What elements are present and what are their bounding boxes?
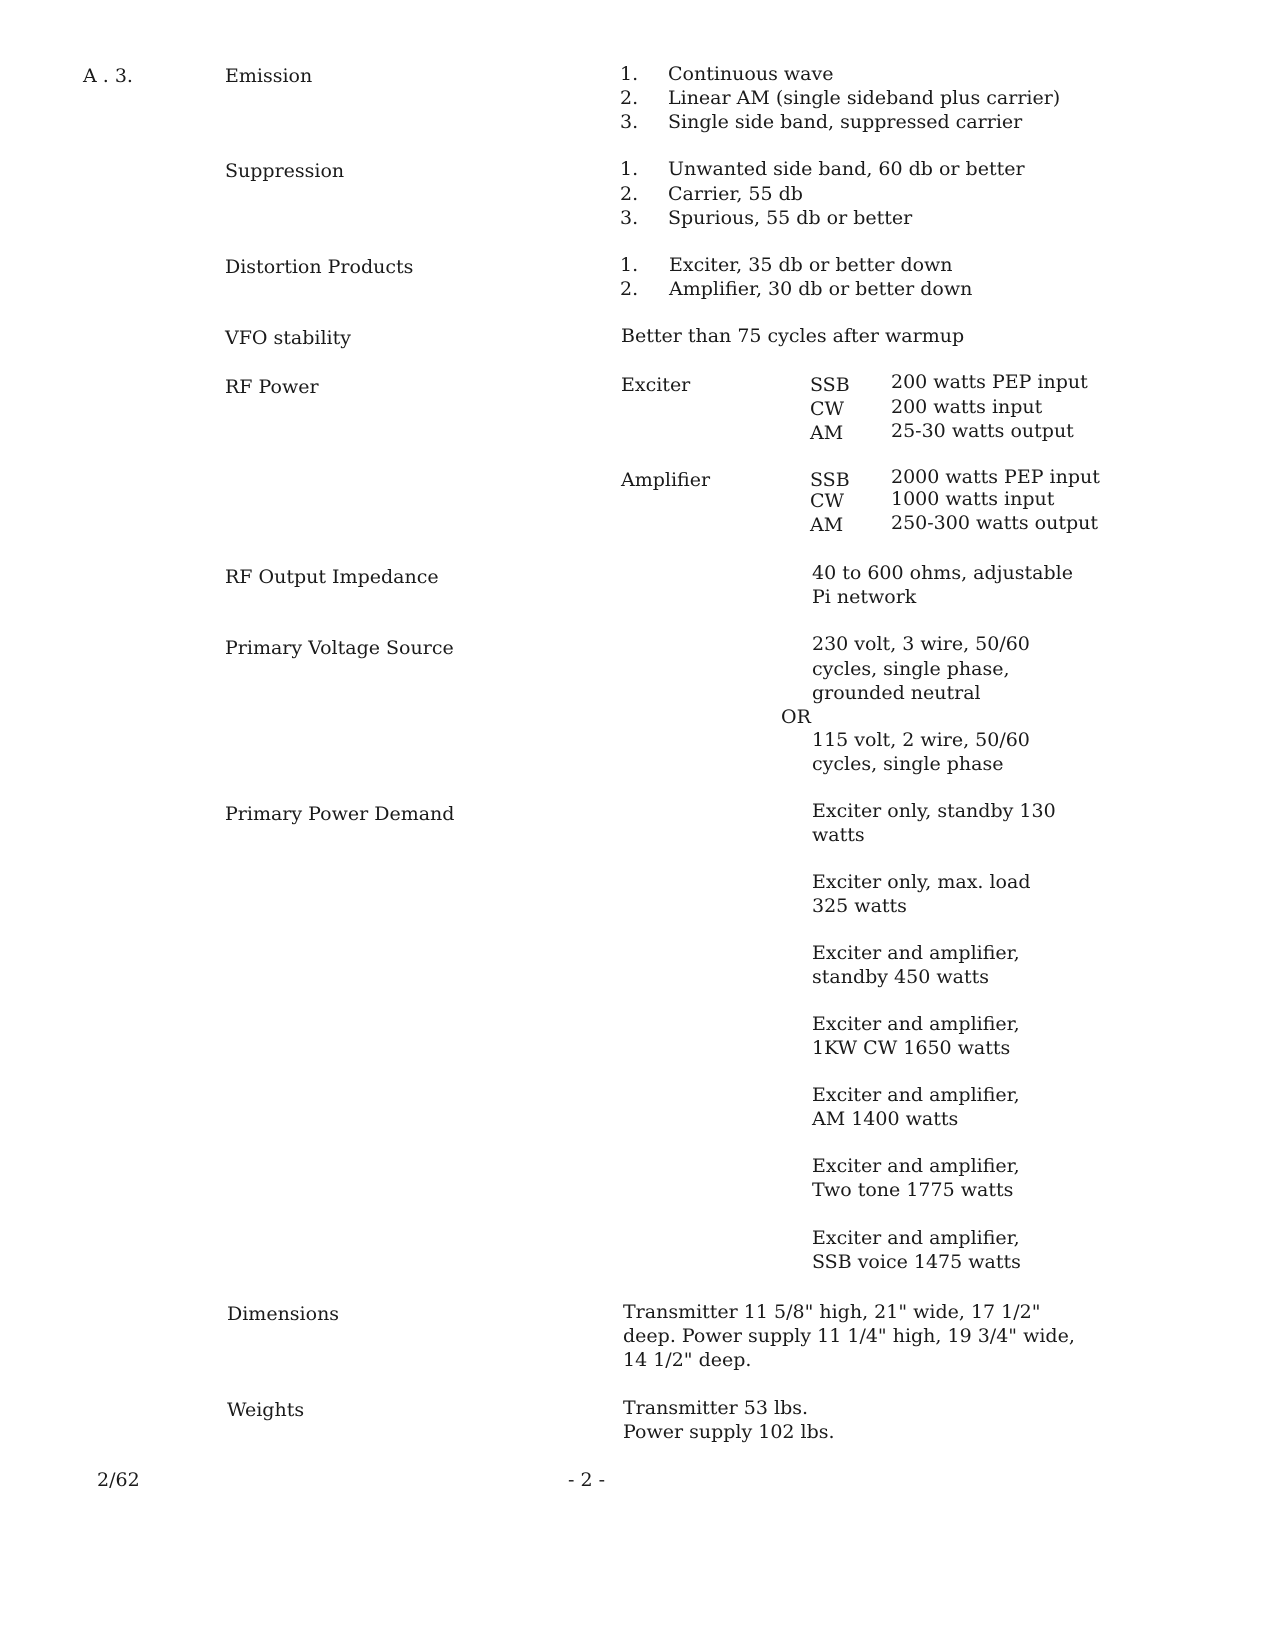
voltage-line: 230 volt, 3 wire, 50/60 [812,633,1030,655]
impedance-line: 40 to 600 ohms, adjustable [812,562,1073,584]
mode: AM [810,514,844,536]
power-value: 200 watts input [891,396,1043,418]
list-number: 3. [620,111,639,133]
power-value: 1000 watts input [891,488,1055,510]
demand-line: 325 watts [812,895,907,917]
demand-line: Exciter and amplifier, [812,1013,1020,1035]
power-value: 250-300 watts output [891,512,1098,534]
distortion-label: Distortion Products [225,256,414,278]
mode: SSB [810,469,850,491]
page-number: - 2 - [568,1469,606,1491]
voltage-line: grounded neutral [812,682,981,704]
list-item: Amplifier, 30 db or better down [669,278,973,300]
list-item: Exciter, 35 db or better down [669,254,953,276]
suppression-label: Suppression [225,160,345,182]
demand-line: SSB voice 1475 watts [812,1251,1021,1273]
list-number: 2. [620,183,639,205]
list-item: Linear AM (single sideband plus carrier) [668,87,1061,109]
list-item: Carrier, 55 db [668,183,803,205]
power-demand-label: Primary Power Demand [225,803,455,825]
list-number: 2. [620,278,639,300]
demand-line: watts [812,824,865,846]
exciter-label: Exciter [621,374,691,396]
power-value: 25-30 watts output [891,420,1074,442]
voltage-label: Primary Voltage Source [225,637,454,659]
power-value: 200 watts PEP input [891,371,1088,393]
rf-power-label: RF Power [225,376,319,398]
dimensions-line: deep. Power supply 11 1/4" high, 19 3/4" wide, [623,1325,1075,1347]
demand-line: Exciter only, max. load [812,871,1031,893]
list-number: 1. [620,63,639,85]
list-item: Single side band, suppressed carrier [668,111,1023,133]
list-number: 2. [620,87,639,109]
list-number: 3. [620,207,639,229]
demand-line: Exciter only, standby 130 [812,800,1056,822]
demand-line: Two tone 1775 watts [812,1179,1014,1201]
list-number: 1. [620,254,639,276]
list-item: Spurious, 55 db or better [668,207,913,229]
voltage-line: cycles, single phase [812,753,1004,775]
footer-date: 2/62 [97,1469,140,1491]
mode: AM [810,422,844,444]
dimensions-line: 14 1/2" deep. [623,1349,752,1371]
or-text: OR [781,706,811,728]
amplifier-label: Amplifier [621,469,711,491]
dimensions-label: Dimensions [227,1303,340,1325]
list-item: Unwanted side band, 60 db or better [668,158,1025,180]
voltage-line: 115 volt, 2 wire, 50/60 [812,729,1030,751]
mode: CW [810,490,845,512]
demand-line: Exciter and amplifier, [812,1227,1020,1249]
dimensions-line: Transmitter 11 5/8" high, 21" wide, 17 1/2" [623,1301,1041,1323]
weights-line: Power supply 102 lbs. [623,1421,835,1443]
section-number: A . 3. [83,65,133,87]
weights-line: Transmitter 53 lbs. [623,1397,809,1419]
demand-line: Exciter and amplifier, [812,1084,1020,1106]
demand-line: Exciter and amplifier, [812,1155,1020,1177]
power-value: 2000 watts PEP input [891,466,1100,488]
demand-line: Exciter and amplifier, [812,942,1020,964]
demand-line: 1KW CW 1650 watts [812,1037,1011,1059]
mode: CW [810,398,845,420]
demand-line: AM 1400 watts [812,1108,959,1130]
demand-line: standby 450 watts [812,966,989,988]
voltage-line: cycles, single phase, [812,658,1010,680]
impedance-line: Pi network [812,586,917,608]
mode: SSB [810,374,850,396]
vfo-label: VFO stability [225,327,351,349]
impedance-label: RF Output Impedance [225,566,439,588]
vfo-value: Better than 75 cycles after warmup [621,325,965,347]
emission-label: Emission [225,65,313,87]
list-number: 1. [620,158,639,180]
list-item: Continuous wave [668,63,834,85]
weights-label: Weights [227,1399,305,1421]
